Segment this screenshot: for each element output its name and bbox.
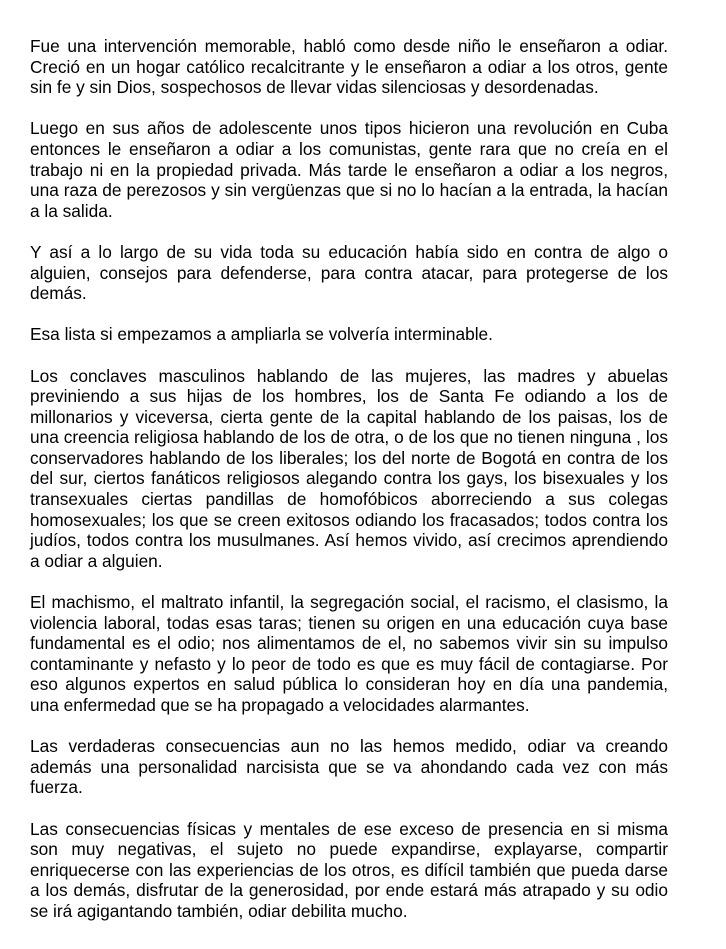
document-body [30, 36, 668, 922]
paragraph-6: El machismo, el maltrato infantil, la segregación social, el racismo, el clasismo, la violencia laboral, todas esas taras; tienen su origen en una educación cuya base fundamental es el odio; nos alimentamos de el, no sabemos vivir sin su impulso contaminante y nefasto y lo peor de todo es que es muy fácil de contagiarse. Por eso algunos expertos en salud pública lo consideran hoy en día una pandemia, una enfermedad que se ha propagado a velocidades alarmantes. [30, 592, 668, 715]
paragraph-8: Las consecuencias físicas y mentales de ese exceso de presencia en si misma son muy negativas, el sujeto no puede expandirse, explayarse, compartir enriquecerse con las experiencias de los otros, es difícil también que pueda darse a los demás, disfrutar de la generosidad, por ende estará más atrapado y su odio se irá agigantando también, odiar debilita mucho. [30, 818, 668, 921]
paragraph-7: Las verdaderas consecuencias aun no las hemos medido, odiar va creando además una personalidad narcisista que se va ahondando cada vez con más fuerza. [30, 736, 668, 798]
paragraph-4: Esa lista si empezamos a ampliarla se volvería interminable. [30, 324, 493, 345]
paragraph-3: Y así a lo largo de su vida toda su educación había sido en contra de algo o alguien, consejos para defenderse, para contra atacar, para protegerse de los demás. [30, 241, 668, 304]
paragraph-5: Los conclaves masculinos hablando de las mujeres, las madres y abuelas previniendo a sus hijas de los hombres, los de Santa Fe odiando a los de millonarios y viceversa, cierta gente de la capital hablando de los paisas, los de una creencia religiosa hablando de los de otra, o de los que no tienen ninguna , los conservadores hablando de los liberales; los del norte de Bogotá en contra de los del sur, ciertos fanáticos religiosos alegando contra los gays, los bisexuales y los transexuales ciertas pandillas de homofóbicos aborreciendo a sus colegas homosexuales; los que se creen exitosos odiando los fracasados; todos contra los judíos, todos contra los musulmanes. Así hemos vivido, así crecimos aprendiendo a odiar a alguien. [30, 365, 668, 571]
paragraph-2: Luego en sus años de adolescente unos tipos hicieron una revolución en Cuba entonces le enseñaron a odiar a los comunistas, gente rara que no creía en el trabajo ni en la propiedad privada. Más tarde le enseñaron a odiar a los negros, una raza de perezosos y sin vergüenzas que si no lo hacían a la entrada, la hacían a la salida. [30, 118, 668, 221]
paragraph-1: Fue una intervención memorable, habló como desde niño le enseñaron a odiar. Creció en un hogar católico recalcitrante y le enseñaron a odiar a los otros, gente sin fe y sin Dios, sospechosos de llevar vidas silenciosas y desordenadas. [30, 36, 668, 98]
